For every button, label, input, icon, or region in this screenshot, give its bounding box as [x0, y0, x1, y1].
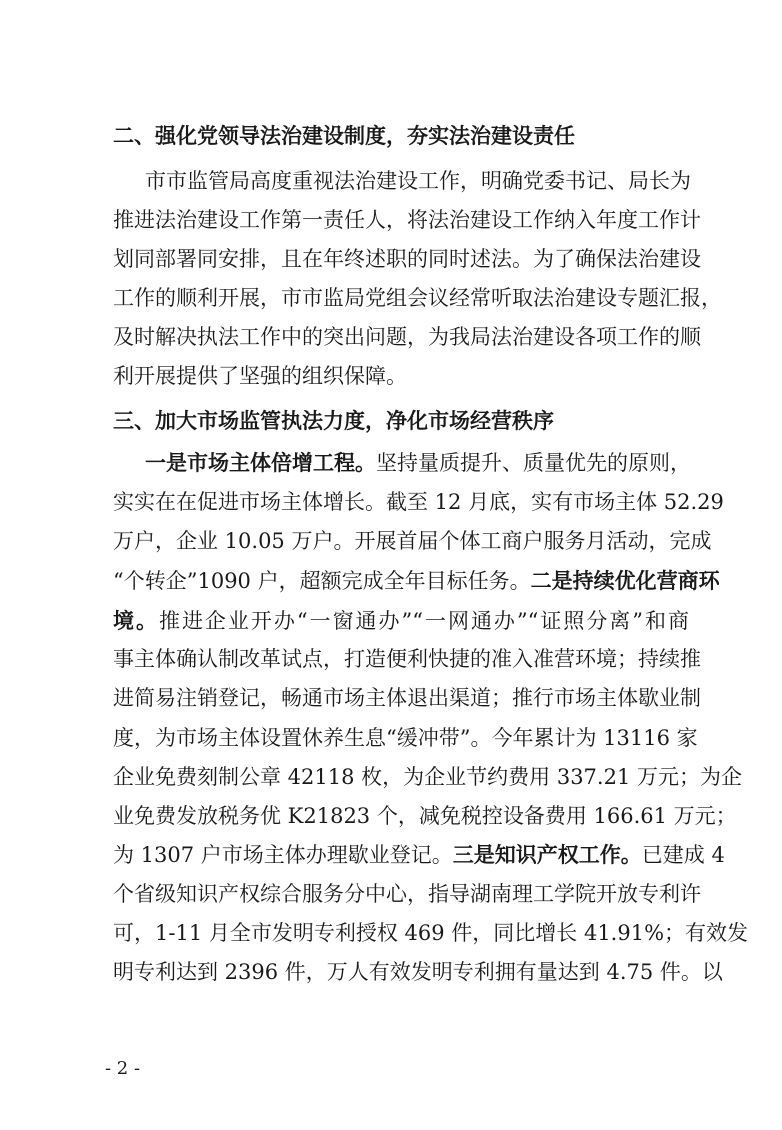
text-segment: 市市监管局高度重视法治建设工作，明确党委书记、局长为 — [145, 169, 691, 193]
text-segment: 个省级知识产权综合服务分中心，指导湖南理工学院开放专利许 — [113, 882, 701, 906]
text-line — [113, 839, 725, 871]
text-segment: 已建成 4 — [641, 843, 725, 867]
text-line — [113, 878, 701, 910]
text-segment: 三、加大市场监管执法力度，净化市场经营秩序 — [113, 409, 554, 433]
text-segment: 事主体确认制改革试点，打造便利快捷的准入准营环境；持续推 — [113, 647, 701, 671]
bold-phrase: 二是持续优化营商环 — [530, 569, 720, 593]
text-line — [113, 682, 701, 714]
text-line — [113, 486, 724, 518]
text-segment: 业免费发放税务优 K21823 个，减免税控设备费用 166.61 万元； — [113, 804, 737, 828]
section-heading — [113, 120, 689, 152]
text-segment: 及时解决执法工作中的突出问题，为我局法治建设各项工作的顺 — [113, 325, 701, 349]
text-segment: 推进企业开办“一窗通办”“一网通办”“证照分离”和商 — [158, 609, 689, 633]
text-line — [113, 956, 723, 988]
text-line — [113, 643, 701, 675]
text-segment: 万户，企业 10.05 万户。开展首届个体工商户服务月活动，完成 — [113, 529, 712, 553]
text-line — [113, 321, 701, 353]
text-line — [113, 565, 720, 597]
bold-phrase: 境。 — [113, 609, 159, 633]
text-line — [113, 525, 712, 557]
text-segment: 度，为市场主体设置休养生息“缓冲带”。今年累计为 13116 家 — [113, 726, 698, 750]
text-line — [145, 447, 689, 479]
text-line — [113, 761, 742, 793]
text-segment: 利开展提供了坚强的组织保障。 — [113, 364, 407, 388]
text-segment: 可，1-11 月全市发明专利授权 469 件，同比增长 41.91%；有效发 — [113, 921, 749, 945]
text-segment: 为 1307 户市场主体办理歇业登记。 — [113, 843, 453, 867]
page-number: - 2 - — [105, 1058, 141, 1079]
text-line — [113, 204, 701, 236]
text-line — [145, 165, 689, 197]
text-line — [113, 282, 722, 314]
text-segment: “个转企”1090 户，超额完成全年目标任务。 — [113, 569, 531, 593]
text-line — [113, 243, 701, 275]
text-segment: 进简易注销登记，畅通市场主体退出渠道；推行市场主体歇业制 — [113, 686, 701, 710]
bold-phrase: 三是知识产权工作。 — [452, 843, 642, 867]
text-segment: 企业免费刻制公章 42118 枚，为企业节约费用 337.21 万元；为企 — [113, 765, 742, 789]
section-heading — [113, 405, 689, 437]
text-segment: 二、强化党领导法治建设制度，夯实法治建设责任 — [113, 124, 575, 148]
text-segment: 明专利达到 2396 件，万人有效发明专利拥有量达到 4.75 件。以 — [113, 960, 723, 984]
text-segment: 工作的顺利开展，市市监局党组会议经常听取法治建设专题汇报， — [113, 286, 722, 310]
text-line — [113, 800, 737, 832]
text-segment: 推进法治建设工作第一责任人，将法治建设工作纳入年度工作计 — [113, 208, 701, 232]
text-line — [113, 722, 698, 754]
text-line — [113, 605, 689, 637]
text-segment: 坚持量质提升、质量优先的原则， — [376, 451, 691, 475]
text-line — [113, 360, 689, 392]
text-segment: 划同部署同安排，且在年终述职的同时述法。为了确保法治建设 — [113, 247, 701, 271]
text-line — [113, 917, 749, 949]
bold-phrase: 一是市场主体倍增工程。 — [145, 451, 376, 475]
text-segment: 实实在在促进市场主体增长。截至 12 月底，实有市场主体 52.29 — [113, 490, 724, 514]
